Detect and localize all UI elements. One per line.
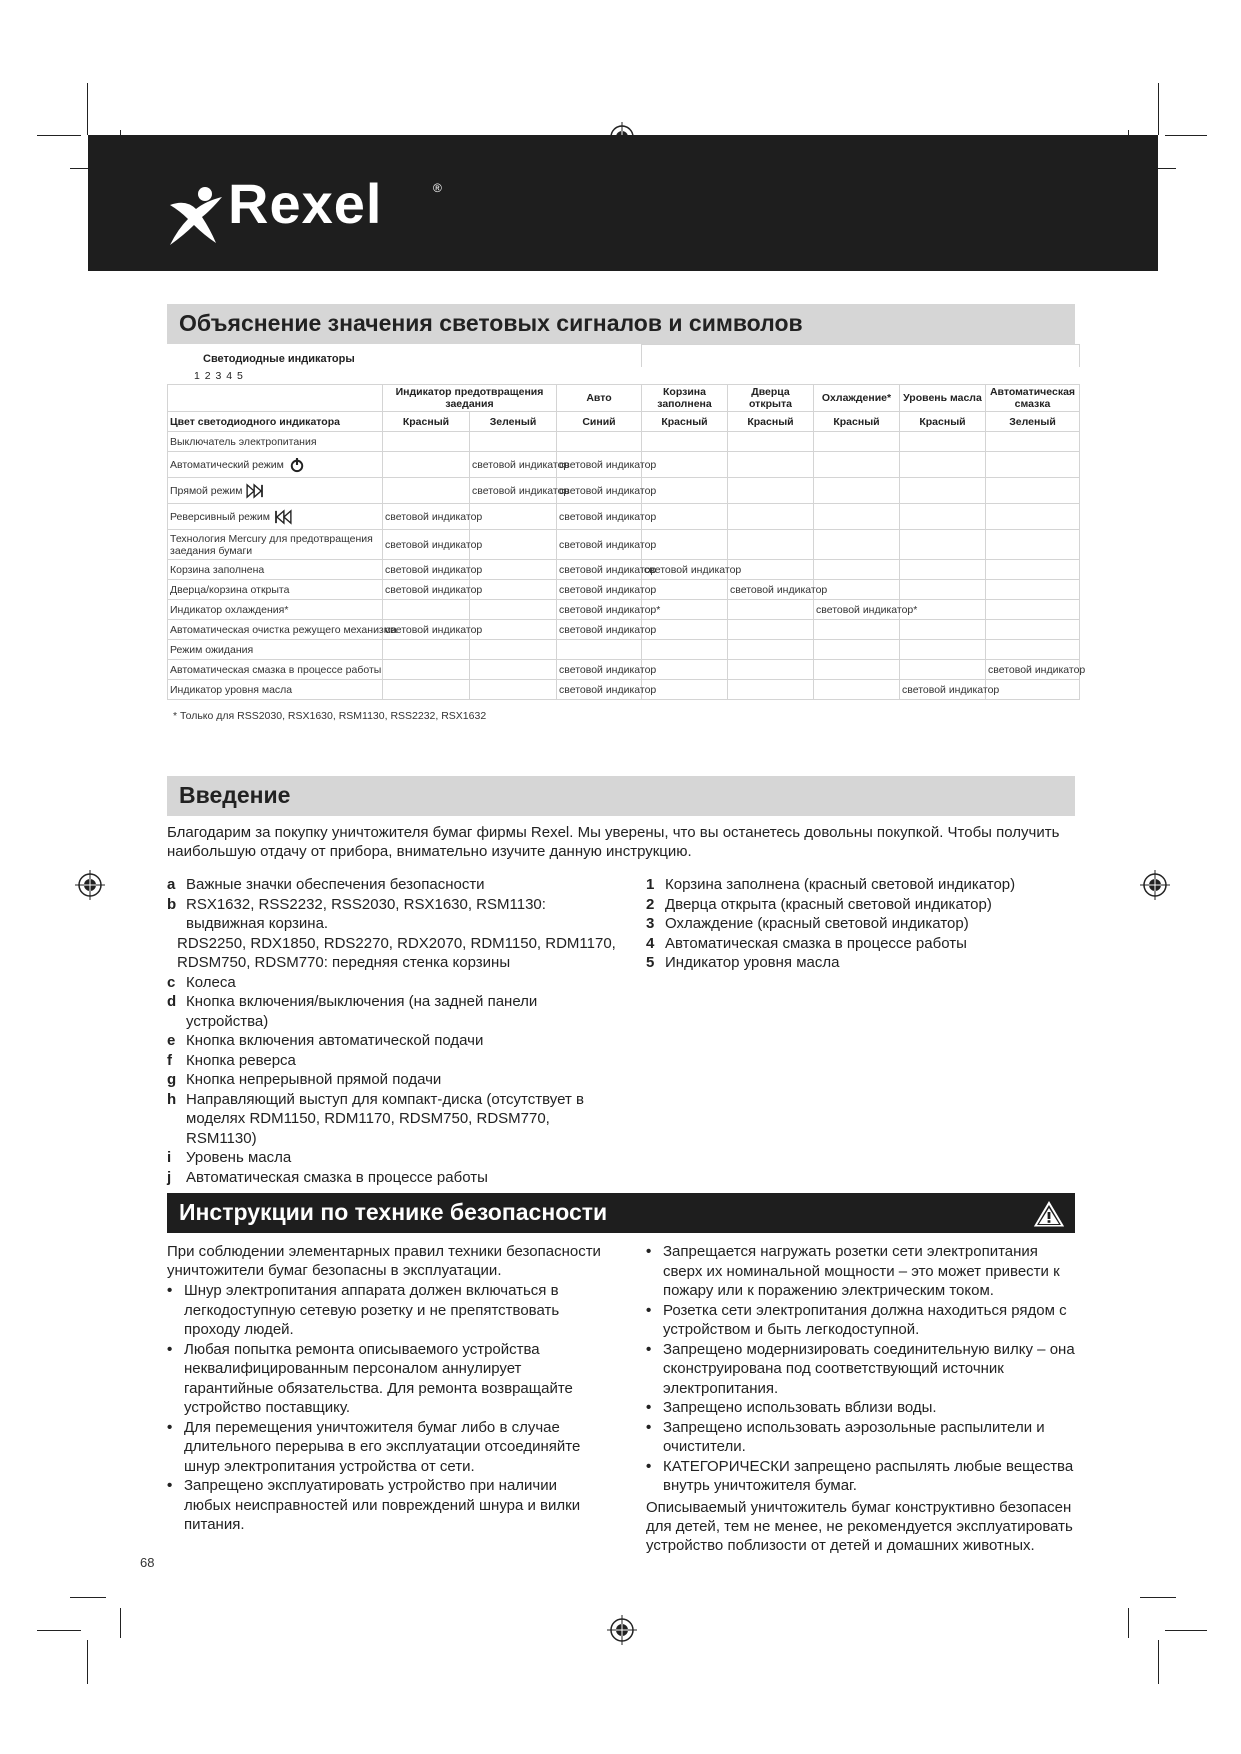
rexel-logo — [166, 172, 466, 255]
indicator-cell — [470, 580, 557, 600]
warning-icon — [1031, 1197, 1067, 1229]
col-auto: Авто — [557, 385, 642, 412]
indicator-cell: световой индикатор — [383, 580, 470, 600]
row-label — [168, 530, 383, 560]
indicator-cell: световой индикатор — [557, 478, 642, 504]
indicator-cell — [900, 580, 986, 600]
indicator-row — [168, 478, 1080, 504]
indicator-cell — [900, 660, 986, 680]
intro-section-heading — [167, 776, 1075, 816]
intro-paragraph: Благодарим за покупку уничтожителя бумаг фирмы Rexel. Мы уверены, что вы останетесь довольны покупкой. Чтобы получить наибольшую отдачу от прибора, внимательно изучите данную инструкцию. — [167, 824, 1060, 860]
crop-mark — [1165, 135, 1207, 136]
indicator-cell — [470, 432, 557, 452]
list-item-text: Запрещено использовать вблизи воды. — [663, 1399, 937, 1416]
row-label-text: Реверсивный режим — [170, 510, 271, 523]
indicator-cell — [383, 432, 470, 452]
indicator-cell — [986, 432, 1080, 452]
list-item-text: Дверца открыта (красный световой индикатор) — [665, 895, 992, 913]
list-item — [646, 1340, 1076, 1399]
row-label — [168, 620, 397, 640]
indicator-cell — [900, 504, 986, 530]
color-label: Цвет светодиодного индикатора — [168, 412, 383, 432]
list-item-text: Для перемещения уничтожителя бумаг либо в случае длительного перерыва в его эксплуатации отсоединяйте шнур электропитания устройства от сети. — [184, 1418, 581, 1475]
list-item-key: 3 — [646, 915, 655, 932]
indicator-row — [168, 660, 1080, 680]
indicator-cell — [470, 504, 557, 530]
indicator-cell — [900, 530, 986, 560]
crop-mark — [87, 83, 88, 135]
indicator-cell: световой индикатор — [470, 452, 557, 478]
table-footnote: * Только для RSS2030, RSX1630, RSM1130, RSS2232, RSX1632 — [173, 710, 487, 722]
indicator-cell — [728, 504, 814, 530]
indicator-cell — [728, 640, 814, 660]
indicator-table — [167, 384, 1086, 700]
list-item — [646, 953, 1076, 973]
row-label — [168, 580, 383, 600]
row-label-text: Индикатор уровня масла — [170, 683, 293, 696]
row-label-text: Режим ожидания — [170, 643, 254, 656]
row-label-text: Технология Mercury для предотвращения заедания бумаги — [170, 532, 373, 557]
list-item — [646, 1301, 1076, 1340]
registered-mark: ® — [433, 181, 442, 195]
crop-mark — [1165, 1630, 1207, 1631]
led-numbers: 1 2 3 4 5 — [194, 370, 244, 382]
indicator-cell — [383, 452, 470, 478]
list-item-text: RSX1632, RSS2232, RSS2030, RSX1630, RSM1130: выдвижная корзина. — [186, 895, 546, 932]
indicator-cell — [728, 432, 814, 452]
safety-list-left — [167, 1281, 607, 1535]
list-item — [167, 973, 617, 993]
row-label-text: Автоматический режим — [170, 458, 284, 471]
indicator-row — [168, 600, 1080, 620]
row-label — [168, 640, 383, 660]
indicator-cell — [986, 452, 1080, 478]
indicator-cell: световой индикатор — [470, 478, 557, 504]
header-blank — [168, 385, 383, 412]
list-item-text: Запрещено эксплуатировать устройство при наличии любых неисправностей или повреждений шнура и вилки питания. — [184, 1477, 581, 1533]
col-oil-level: Уровень масла — [900, 385, 986, 412]
list-item — [167, 895, 617, 934]
forward-icon — [246, 484, 264, 498]
indicator-cell — [383, 600, 470, 620]
row-label — [168, 452, 383, 478]
list-item-text: Кнопка включения/выключения (на задней панели устройства) — [186, 993, 538, 1030]
indicator-section-heading — [167, 304, 1075, 344]
logo-wordmark: Rexel — [228, 172, 383, 235]
row-label — [168, 560, 383, 580]
led-list — [646, 875, 1076, 973]
color-cell: Синий — [557, 412, 642, 432]
row-label-text: Дверца/корзина открыта — [170, 583, 290, 596]
list-item-key: c — [167, 973, 176, 991]
indicator-cell — [470, 640, 557, 660]
indicator-cell: световой индикатор* — [814, 600, 900, 620]
list-item-text: Важные значки обеспечения безопасности — [186, 876, 485, 893]
indicator-cell — [383, 478, 470, 504]
crop-mark — [1128, 1608, 1129, 1638]
component-list — [167, 875, 617, 1187]
color-row — [168, 412, 1080, 432]
indicator-cell — [986, 600, 1080, 620]
safety-closing: Описываемый уничтожитель бумаг конструктивно безопасен для детей, тем не менее, не рекомендуется эксплуатировать устройство поблизости от детей и домашних животных. — [646, 1499, 1073, 1554]
indicator-cell: световой индикатор* — [557, 600, 642, 620]
list-item-text: Розетка сети электропитания должна находиться рядом с устройством и быть легкодоступной. — [663, 1301, 1067, 1338]
row-label — [168, 660, 383, 680]
indicator-row — [168, 560, 1080, 580]
list-item-text: Запрещается нагружать розетки сети электропитания сверх их номинальной мощности – это может привести к пожару или к поражению электрическим током. — [663, 1243, 1060, 1299]
indicator-row — [168, 504, 1080, 530]
indicator-row — [168, 620, 1080, 640]
list-item-key: i — [167, 1149, 172, 1166]
heading-text: Инструкции по технике безопасности — [179, 1199, 608, 1225]
indicator-cell — [986, 680, 1080, 700]
crop-mark — [37, 1630, 81, 1631]
list-item-key: 2 — [646, 895, 655, 913]
indicator-cell — [728, 680, 814, 700]
list-item — [646, 895, 1076, 915]
crop-mark — [87, 1640, 88, 1684]
indicator-cell — [900, 452, 986, 478]
indicator-cell — [986, 504, 1080, 530]
indicator-cell — [814, 680, 900, 700]
col-door-open: Дверца открыта — [728, 385, 814, 412]
indicator-cell — [900, 432, 986, 452]
indicator-cell — [900, 640, 986, 660]
indicator-cell — [900, 620, 986, 640]
indicator-cell — [986, 580, 1080, 600]
list-item-text: Кнопка реверса — [186, 1051, 296, 1069]
indicator-cell — [728, 660, 814, 680]
list-item — [167, 1090, 617, 1149]
indicator-cell — [814, 452, 900, 478]
indicator-cell — [383, 660, 470, 680]
indicator-cell — [900, 478, 986, 504]
page-number: 68 — [140, 1555, 155, 1570]
indicator-cell — [728, 478, 814, 504]
list-item-key: • — [646, 1243, 652, 1260]
list-item-key: • — [167, 1282, 173, 1299]
color-cell: Зеленый — [986, 412, 1080, 432]
list-item-key: h — [167, 1090, 177, 1108]
list-item — [167, 1051, 617, 1071]
crop-mark — [37, 135, 81, 136]
indicator-cell — [642, 432, 728, 452]
list-item-text: Корзина заполнена (красный световой индикатор) — [665, 876, 1016, 893]
list-item-key: 4 — [646, 934, 655, 952]
indicator-cell: световой индикатор — [728, 580, 814, 600]
heading-text: Введение — [179, 782, 291, 808]
list-item — [167, 934, 617, 973]
indicator-cell — [728, 600, 814, 620]
list-item-key: b — [167, 895, 177, 913]
indicator-cell — [814, 504, 900, 530]
registration-mark-icon — [1140, 870, 1170, 900]
indicator-row — [168, 580, 1080, 600]
indicator-cell: световой индикатор — [383, 620, 470, 640]
crop-mark — [70, 1597, 106, 1598]
indicator-cell — [383, 640, 470, 660]
indicator-cell — [814, 660, 900, 680]
list-item-key: • — [646, 1457, 652, 1475]
list-item-text: Шнур электропитания аппарата должен включаться в легкодоступную сетевую розетку и не препятствовать проходу людей. — [184, 1282, 560, 1338]
indicator-cell: световой индикатор — [557, 660, 642, 680]
list-item-key: d — [167, 993, 177, 1010]
row-label-text: Автоматическая очистка режущего механизма — [170, 623, 397, 636]
indicator-cell: световой индикатор — [642, 560, 728, 580]
list-item-key: • — [167, 1340, 173, 1358]
registration-mark-icon — [75, 870, 105, 900]
list-item-text: Кнопка включения автоматической подачи — [186, 1032, 484, 1049]
list-item — [167, 1070, 617, 1090]
row-label-text: Выключатель электропитания — [170, 435, 317, 448]
list-item-text: Автоматическая смазка в процессе работы — [665, 934, 967, 952]
list-item — [646, 1398, 1076, 1418]
indicator-cell: световой индикатор — [383, 530, 470, 560]
indicator-cell: световой индикатор — [557, 680, 642, 700]
indicator-cell — [728, 452, 814, 478]
list-item-key: 5 — [646, 954, 655, 971]
row-label — [168, 600, 383, 620]
indicator-cell — [814, 620, 900, 640]
list-item-text: Уровень масла — [186, 1149, 292, 1166]
row-label-text: Автоматическая смазка в процессе работы — [170, 663, 382, 676]
indicator-cell: световой индикатор — [557, 560, 642, 580]
indicator-cell — [986, 640, 1080, 660]
list-item — [646, 934, 1076, 954]
row-label-text: Прямой режим — [170, 484, 243, 497]
safety-section-heading — [167, 1193, 1075, 1233]
indicator-row — [168, 452, 1080, 478]
list-item — [167, 1281, 607, 1340]
indicator-cell — [557, 640, 642, 660]
indicator-cell — [986, 560, 1080, 580]
list-item-text: Автоматическая смазка в процессе работы — [186, 1168, 488, 1186]
indicator-cell: световой индикатор — [900, 680, 986, 700]
power-icon — [288, 458, 306, 472]
list-item-key: • — [646, 1301, 652, 1319]
color-cell: Красный — [814, 412, 900, 432]
indicator-cell — [470, 600, 557, 620]
indicator-row — [168, 530, 1080, 560]
safety-list-right — [646, 1242, 1076, 1496]
indicator-cell — [900, 560, 986, 580]
indicator-cell — [986, 530, 1080, 560]
row-label — [168, 432, 383, 452]
list-item-key: • — [646, 1418, 652, 1436]
indicator-cell: световой индикатор — [557, 530, 642, 560]
list-item — [646, 914, 1076, 934]
list-item — [167, 1418, 607, 1477]
indicator-cell: световой индикатор — [383, 504, 470, 530]
list-item-text: Запрещено использовать аэрозольные распылители и очистители. — [663, 1418, 1045, 1455]
led-title: Светодиодные индикаторы — [203, 353, 355, 365]
col-auto-oiling: Автоматическая смазка — [986, 385, 1080, 412]
indicator-row — [168, 640, 1080, 660]
list-item — [167, 875, 617, 895]
list-item-text: Индикатор уровня масла — [665, 954, 840, 971]
list-item — [646, 1457, 1076, 1496]
list-item-text: Кнопка непрерывной прямой подачи — [186, 1071, 442, 1088]
safety-intro: При соблюдении элементарных правил техники безопасности уничтожители бумаг безопасны в эксплуатации. — [167, 1243, 601, 1279]
row-label-text: Корзина заполнена — [170, 563, 265, 576]
col-cooling: Охлаждение* — [814, 385, 900, 412]
indicator-cell — [814, 560, 900, 580]
list-item-text: КАТЕГОРИЧЕСКИ запрещено распылять любые вещества внутрь уничтожителя бумаг. — [663, 1457, 1074, 1494]
list-item — [167, 1168, 617, 1188]
crop-mark — [1140, 1597, 1176, 1598]
list-item-key: • — [646, 1340, 652, 1358]
indicator-cell — [814, 530, 900, 560]
list-item-text: Направляющий выступ для компакт-диска (отсутствует в моделях RDM1150, RDM1170, RDSM750, RDSM770, RSM1130) — [186, 1090, 584, 1147]
indicator-cell: световой индикатор — [557, 620, 642, 640]
indicator-cell: световой индикатор — [557, 504, 642, 530]
list-item-key: g — [167, 1071, 177, 1088]
indicator-cell — [728, 530, 814, 560]
heading-text: Объяснение значения световых сигналов и символов — [179, 310, 803, 336]
color-cell: Красный — [383, 412, 470, 432]
indicator-cell — [470, 530, 557, 560]
indicator-cell — [470, 620, 557, 640]
list-item — [167, 1031, 617, 1051]
indicator-row — [168, 680, 1080, 700]
indicator-cell — [470, 660, 557, 680]
crop-mark — [120, 1608, 121, 1638]
list-item-key: • — [167, 1418, 173, 1436]
list-item — [167, 1340, 607, 1418]
column-header-row — [168, 385, 1080, 412]
crop-mark — [1158, 83, 1159, 135]
indicator-cell — [470, 680, 557, 700]
indicator-cell: световой индикатор — [986, 660, 1080, 680]
rexel-figure-icon — [166, 185, 226, 247]
indicator-cell: световой индикатор — [383, 560, 470, 580]
indicator-cell — [814, 640, 900, 660]
reverse-icon — [274, 510, 292, 524]
color-cell: Зеленый — [470, 412, 557, 432]
led-panel-box — [641, 344, 1080, 367]
indicator-cell — [986, 478, 1080, 504]
color-cell: Красный — [728, 412, 814, 432]
list-item-key: a — [167, 876, 176, 893]
indicator-cell: световой индикатор — [557, 580, 642, 600]
col-jam-prevention: Индикатор предотвращения заедания — [383, 385, 557, 412]
list-item — [646, 1242, 1076, 1301]
list-item-key: j — [167, 1168, 172, 1186]
col-bin-full: Корзина заполнена — [642, 385, 728, 412]
row-label — [168, 478, 383, 504]
indicator-cell — [383, 680, 470, 700]
color-cell: Красный — [900, 412, 986, 432]
list-item-key: f — [167, 1051, 172, 1069]
list-item-key: 1 — [646, 876, 655, 893]
indicator-cell — [557, 432, 642, 452]
indicator-cell — [728, 620, 814, 640]
indicator-cell — [470, 560, 557, 580]
list-item — [646, 875, 1076, 895]
list-item-text: Запрещено модернизировать соединительную вилку – она сконструирована под соответствующий источник электропитания. — [663, 1340, 1075, 1397]
row-label-text: Индикатор охлаждения* — [170, 603, 289, 616]
list-item-text: Охлаждение (красный световой индикатор) — [665, 915, 969, 932]
list-item-text: RDS2250, RDX1850, RDS2270, RDX2070, RDM1150, RDM1170, RDSM750, RDSM770: передняя стенка корзины — [177, 934, 616, 971]
list-item-key: • — [167, 1477, 173, 1494]
list-item-key: e — [167, 1032, 176, 1049]
indicator-row — [168, 432, 1080, 452]
list-item-text: Колеса — [186, 973, 236, 991]
row-label — [168, 680, 383, 700]
list-item — [167, 992, 617, 1031]
indicator-cell — [814, 432, 900, 452]
registration-mark-icon — [607, 1615, 637, 1645]
indicator-cell: световой индикатор — [557, 452, 642, 478]
indicator-cell — [986, 620, 1080, 640]
indicator-cell — [814, 478, 900, 504]
led-overview — [167, 344, 641, 385]
brand-header — [88, 135, 1158, 271]
row-label — [168, 504, 383, 530]
indicator-cell — [642, 640, 728, 660]
list-item — [167, 1148, 617, 1168]
list-item — [646, 1418, 1076, 1457]
list-item-key: • — [646, 1399, 652, 1416]
color-cell: Красный — [642, 412, 728, 432]
list-item-text: Любая попытка ремонта описываемого устройства неквалифицированным персоналом аннулирует гарантийные обязательства. Для ремонта возвращайте устройство поставщику. — [184, 1340, 573, 1416]
crop-mark — [1158, 1640, 1159, 1684]
list-item — [167, 1476, 607, 1535]
